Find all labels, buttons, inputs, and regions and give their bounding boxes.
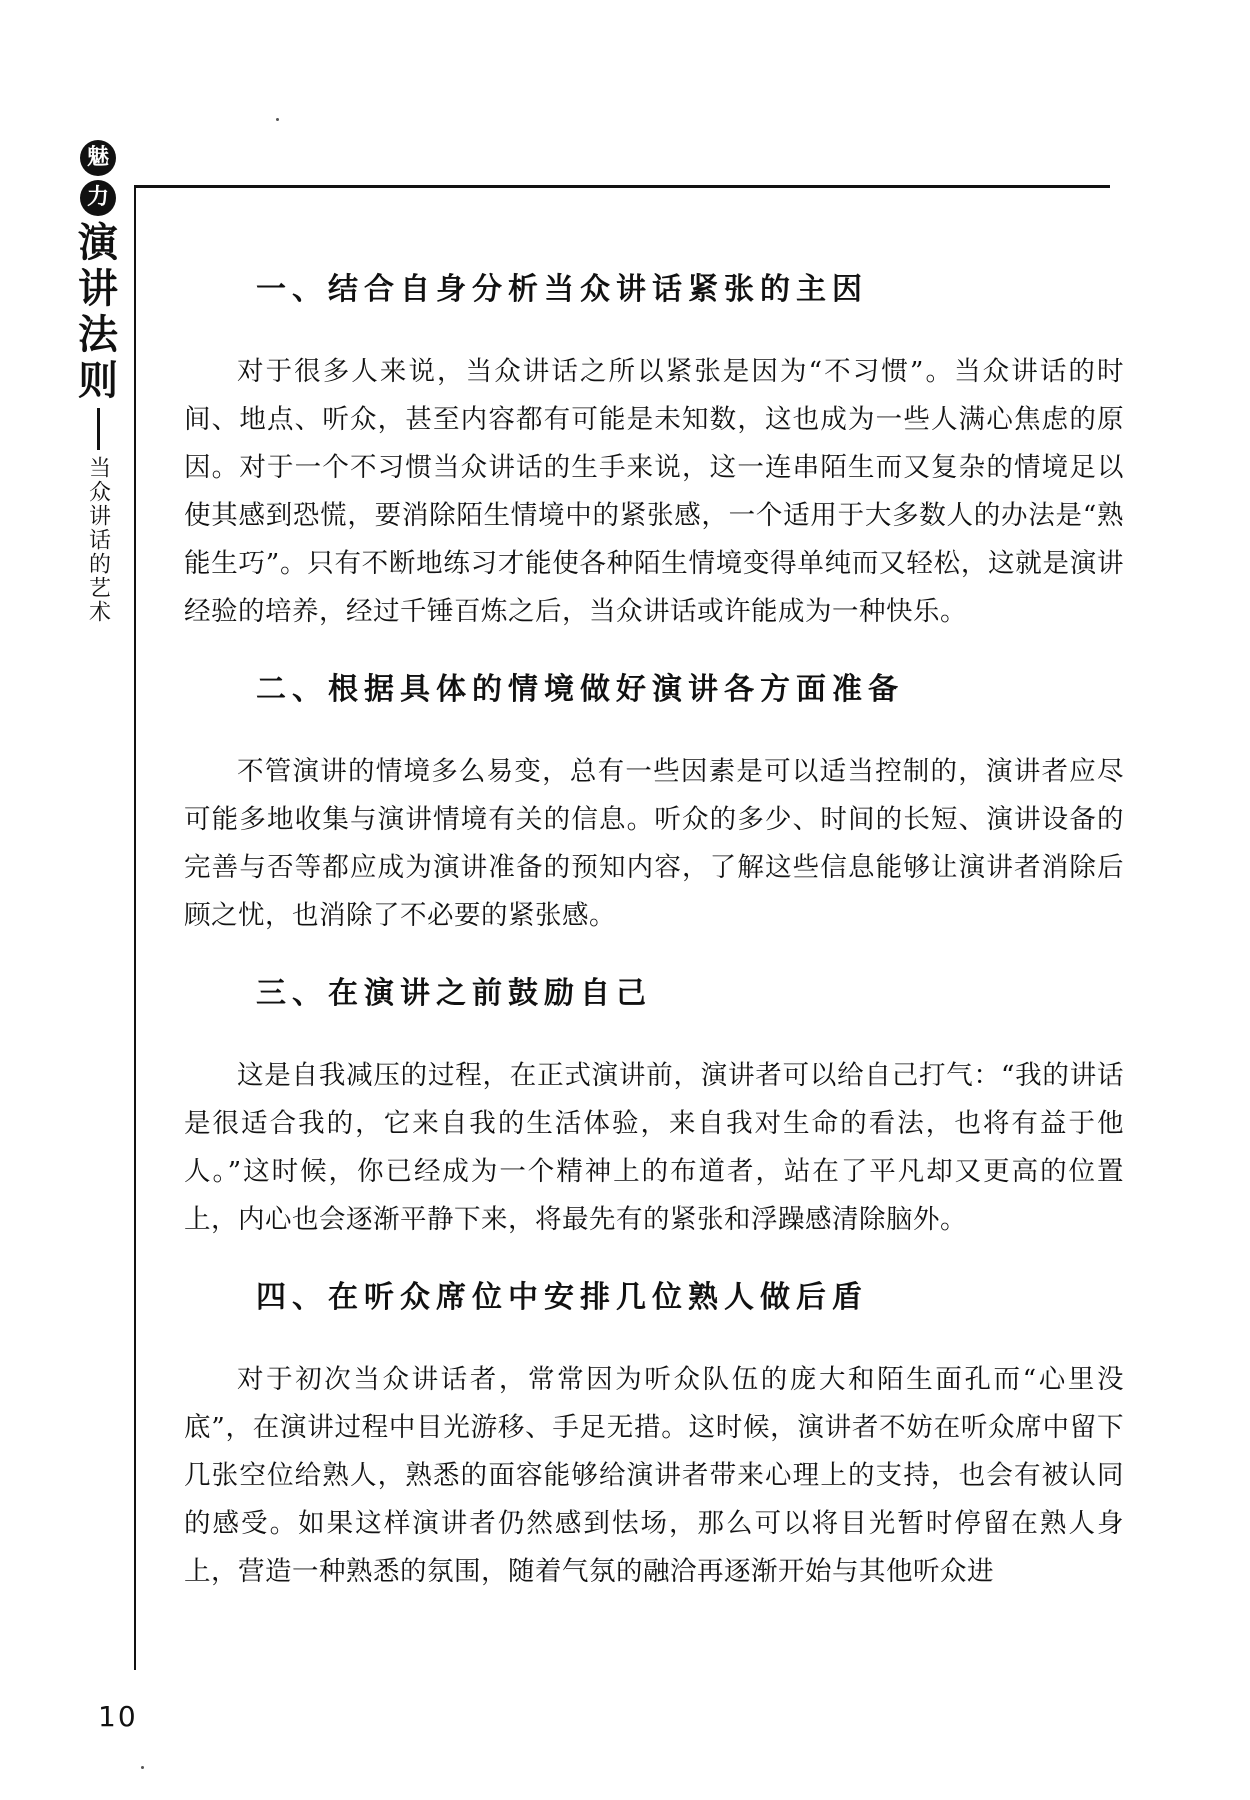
section-heading-1: 一、结合自身分析当众讲话紧张的主因: [256, 272, 868, 307]
section-paragraph-2: 不管演讲的情境多么易变，总有一些因素是可以适当控制的，演讲者应尽可能多地收集与演讲情境有关的信息。听众的多少、时间的长短、演讲设备的完善与否等都应成为演讲准备的预知内容，了解这些信息能够让演讲者消除后顾之忧，也消除了不必要的紧张感。: [184, 756, 1124, 931]
title-dash: [97, 408, 100, 450]
title-char-2: 讲: [78, 266, 118, 312]
section-paragraph-1: 对于很多人来说，当众讲话之所以紧张是因为“不习惯”。当众讲话的时间、地点、听众，甚至内容都有可能是未知数，这也成为一些人满心焦虑的原因。对于一个不习惯当众讲话的生手来说，这一连串陌生而又复杂的情境足以使其感到恐慌，要消除陌生情境中的紧张感，一个适用于大多数人的办法是“熟能生巧”。只有不断地练习才能使各种陌生情境变得单纯而又轻松，这就是演讲经验的培养，经过千锤百炼之后，当众讲话或许能成为一种快乐。: [184, 356, 1124, 627]
title-circle-char-2: 力: [80, 180, 116, 216]
page-number: 10: [98, 1700, 138, 1733]
section-heading-3: 三、在演讲之前鼓励自己: [256, 976, 652, 1011]
title-char-4: 则: [78, 358, 118, 404]
running-book-title: [72, 140, 124, 624]
header-rule: [134, 185, 1110, 188]
scan-speck: [276, 118, 279, 121]
main-text: [184, 270, 1124, 1596]
section-heading-2: 二、根据具体的情境做好演讲各方面准备: [256, 672, 904, 707]
margin-rule: [134, 185, 136, 1670]
running-subtitle: 当众讲话的艺术: [85, 456, 111, 624]
title-char-3: 法: [78, 312, 118, 358]
scan-speck: [141, 1766, 144, 1769]
title-circle-char-1: 魅: [80, 140, 116, 176]
section-heading-4: 四、在听众席位中安排几位熟人做后盾: [256, 1280, 868, 1315]
title-char-1: 演: [78, 220, 118, 266]
section-paragraph-3: 这是自我减压的过程，在正式演讲前，演讲者可以给自己打气：“我的讲话是很适合我的，它来自我的生活体验，来自我对生命的看法，也将有益于他人。”这时候，你已经成为一个精神上的布道者，站在了平凡却又更高的位置上，内心也会逐渐平静下来，将最先有的紧张和浮躁感清除脑外。: [184, 1060, 1124, 1235]
section-paragraph-4: 对于初次当众讲话者，常常因为听众队伍的庞大和陌生面孔而“心里没底”，在演讲过程中目光游移、手足无措。这时候，演讲者不妨在听众席中留下几张空位给熟人，熟悉的面容能够给演讲者带来心理上的支持，也会有被认同的感受。如果这样演讲者仍然感到怯场，那么可以将目光暂时停留在熟人身上，营造一种熟悉的氛围，随着气氛的融洽再逐渐开始与其他听众进: [184, 1364, 1124, 1587]
